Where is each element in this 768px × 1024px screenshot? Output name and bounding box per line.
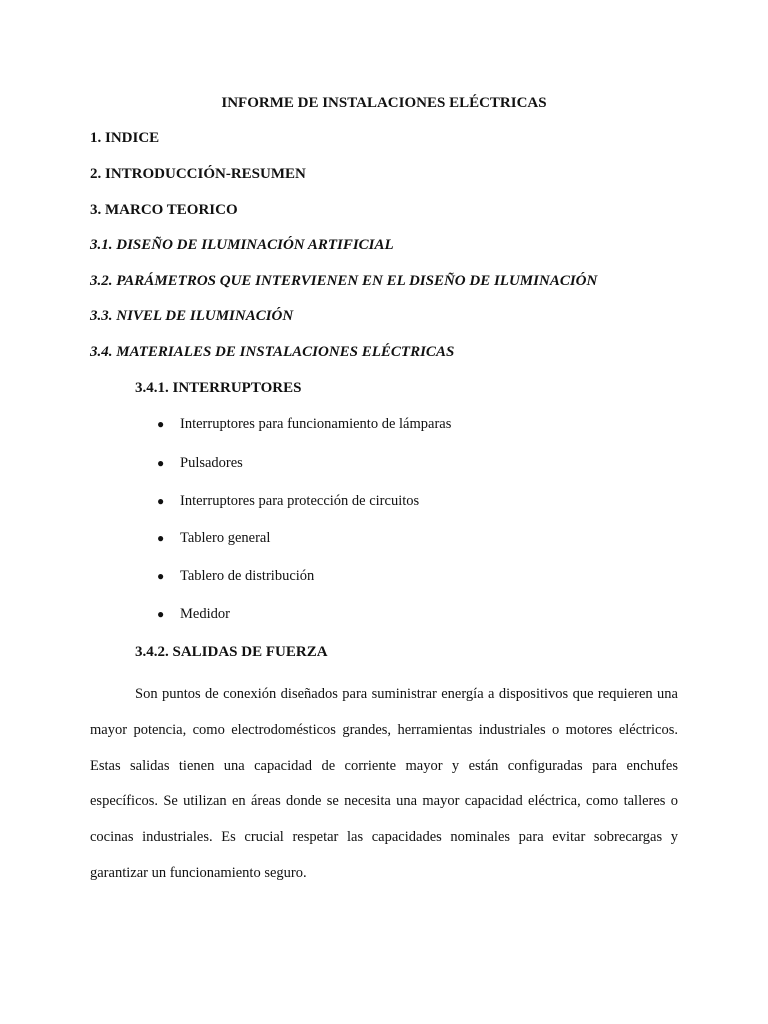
heading-diseno-iluminacion: 3.1. DISEÑO DE ILUMINACIÓN ARTIFICIAL bbox=[90, 237, 394, 253]
list-item-label: Medidor bbox=[180, 606, 230, 622]
list-item-label: Interruptores para protección de circuitos bbox=[180, 493, 420, 509]
list-item-label: Pulsadores bbox=[180, 455, 243, 471]
bullet-icon: ● bbox=[157, 607, 165, 621]
list-item bbox=[157, 453, 243, 473]
heading-nivel-iluminacion: 3.3. NIVEL DE ILUMINACIÓN bbox=[90, 308, 294, 324]
bullet-icon: ● bbox=[157, 456, 165, 470]
list-item bbox=[157, 566, 314, 586]
heading-interruptores: 3.4.1. INTERRUPTORES bbox=[135, 380, 302, 396]
bullet-icon: ● bbox=[157, 531, 165, 545]
list-item bbox=[157, 414, 451, 434]
list-item bbox=[157, 604, 230, 624]
list-item-label: Tablero de distribución bbox=[180, 568, 315, 584]
list-item-label: Tablero general bbox=[180, 530, 271, 546]
bullet-icon: ● bbox=[157, 417, 165, 431]
heading-salidas-fuerza: 3.4.2. SALIDAS DE FUERZA bbox=[135, 644, 328, 660]
heading-introduccion: 2. INTRODUCCIÓN-RESUMEN bbox=[90, 166, 306, 182]
list-item-label: Interruptores para funcionamiento de lámparas bbox=[180, 416, 452, 432]
body-paragraph: Son puntos de conexión diseñados para suministrar energía a dispositivos que requieren una mayor potencia, como electrodomésticos grandes, herramientas industriales o motores eléctricos. Estas salidas tienen una capacidad de corriente mayor y están configuradas para enchufes específicos. Se utilizan en áreas donde se necesita una mayor capacidad eléctrica, como talleres o cocinas industriales. Es crucial respetar las capacidades nominales para evitar sobrecargas y garantizar un funcionamiento seguro. bbox=[90, 686, 678, 881]
heading-indice: 1. INDICE bbox=[90, 130, 160, 146]
heading-parametros: 3.2. PARÁMETROS QUE INTERVIENEN EN EL DISEÑO DE ILUMINACIÓN bbox=[90, 273, 598, 289]
heading-marco-teorico: 3. MARCO TEORICO bbox=[90, 202, 238, 218]
list-item bbox=[157, 491, 419, 511]
document-title: INFORME DE INSTALACIONES ELÉCTRICAS bbox=[221, 95, 547, 111]
list-item bbox=[157, 528, 270, 548]
bullet-icon: ● bbox=[157, 569, 165, 583]
heading-materiales: 3.4. MATERIALES DE INSTALACIONES ELÉCTRICAS bbox=[90, 344, 455, 360]
bullet-icon: ● bbox=[157, 494, 165, 508]
